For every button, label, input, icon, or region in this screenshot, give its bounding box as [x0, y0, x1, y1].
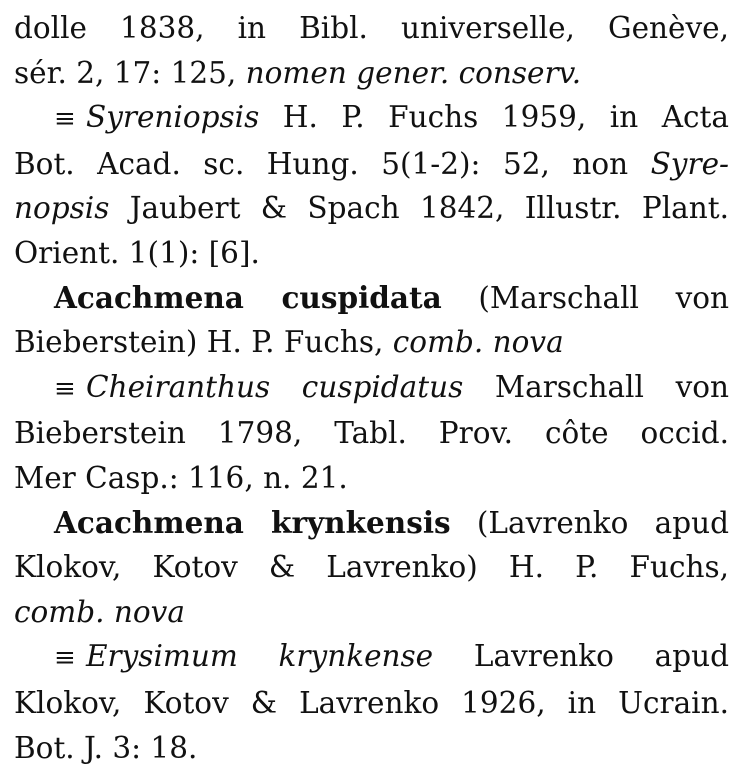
text-line — [14, 95, 729, 142]
text-line — [14, 142, 729, 187]
text-segment: dolle 1838, in Bibl. universelle, Genève, — [14, 11, 729, 45]
text-segment: H. P. Fuchs 1959, in Acta — [259, 100, 729, 134]
text-segment: Bot. Acad. sc. Hung. 5(1-2): 52, non — [14, 147, 651, 181]
italic-text: Cheiranthus cuspidatus — [86, 370, 463, 404]
text-line — [14, 186, 729, 231]
taxon-entry — [14, 6, 729, 95]
text-segment: Mer Casp.: 116, n. 21. — [14, 461, 348, 495]
synonym-sign: ≡ — [54, 636, 86, 681]
text-line — [14, 726, 729, 770]
text-segment: (Lavrenko apud — [451, 506, 729, 540]
text-line — [14, 320, 729, 365]
text-segment: Lavrenko apud — [433, 639, 729, 673]
italic-text: Erysimum krynkense — [86, 639, 433, 673]
italic-text: comb. nova — [14, 595, 185, 629]
text-line — [14, 501, 729, 546]
italic-text: Syre- — [651, 147, 729, 181]
synonym-sign: ≡ — [54, 367, 86, 412]
text-line — [14, 590, 729, 635]
text-segment: (Marschall von — [442, 281, 729, 315]
italic-text: comb. nova — [393, 325, 564, 359]
document-page — [14, 6, 729, 770]
text-line — [14, 634, 729, 681]
taxon-entry — [14, 95, 729, 275]
taxon-name: Acachmena krynkensis — [54, 505, 451, 540]
taxon-entry — [14, 365, 729, 501]
text-segment: Jaubert & Spach 1842, Illustr. Plant. — [109, 191, 729, 225]
synonym-sign: ≡ — [54, 97, 86, 142]
text-line — [14, 411, 729, 456]
text-line — [14, 6, 729, 51]
text-line — [14, 51, 729, 96]
text-line — [14, 231, 729, 276]
text-line — [14, 545, 729, 590]
text-segment: Bieberstein 1798, Tabl. Prov. côte occid. — [14, 416, 729, 450]
text-segment: Bot. J. 3: 18. — [14, 731, 197, 765]
taxon-entry — [14, 276, 729, 365]
text-line — [14, 365, 729, 412]
text-segment: Orient. 1(1): [6]. — [14, 236, 260, 270]
italic-text: nomen gener. conserv. — [246, 56, 582, 90]
taxon-entry — [14, 634, 729, 770]
italic-text: Syreniopsis — [86, 100, 259, 134]
taxon-name: Acachmena cuspidata — [54, 280, 442, 315]
italic-text: nopsis — [14, 191, 109, 225]
text-line — [14, 456, 729, 501]
text-segment: Marschall von — [463, 370, 729, 404]
text-segment: Klokov, Kotov & Lavrenko 1926, in Ucrain. — [14, 686, 729, 720]
taxon-entry — [14, 501, 729, 635]
text-line — [14, 681, 729, 726]
entry-list — [14, 6, 729, 770]
text-segment: Klokov, Kotov & Lavrenko) H. P. Fuchs, — [14, 550, 729, 584]
text-segment: Bieberstein) H. P. Fuchs, — [14, 325, 393, 359]
text-segment: sér. 2, 17: 125, — [14, 56, 246, 90]
text-line — [14, 276, 729, 321]
